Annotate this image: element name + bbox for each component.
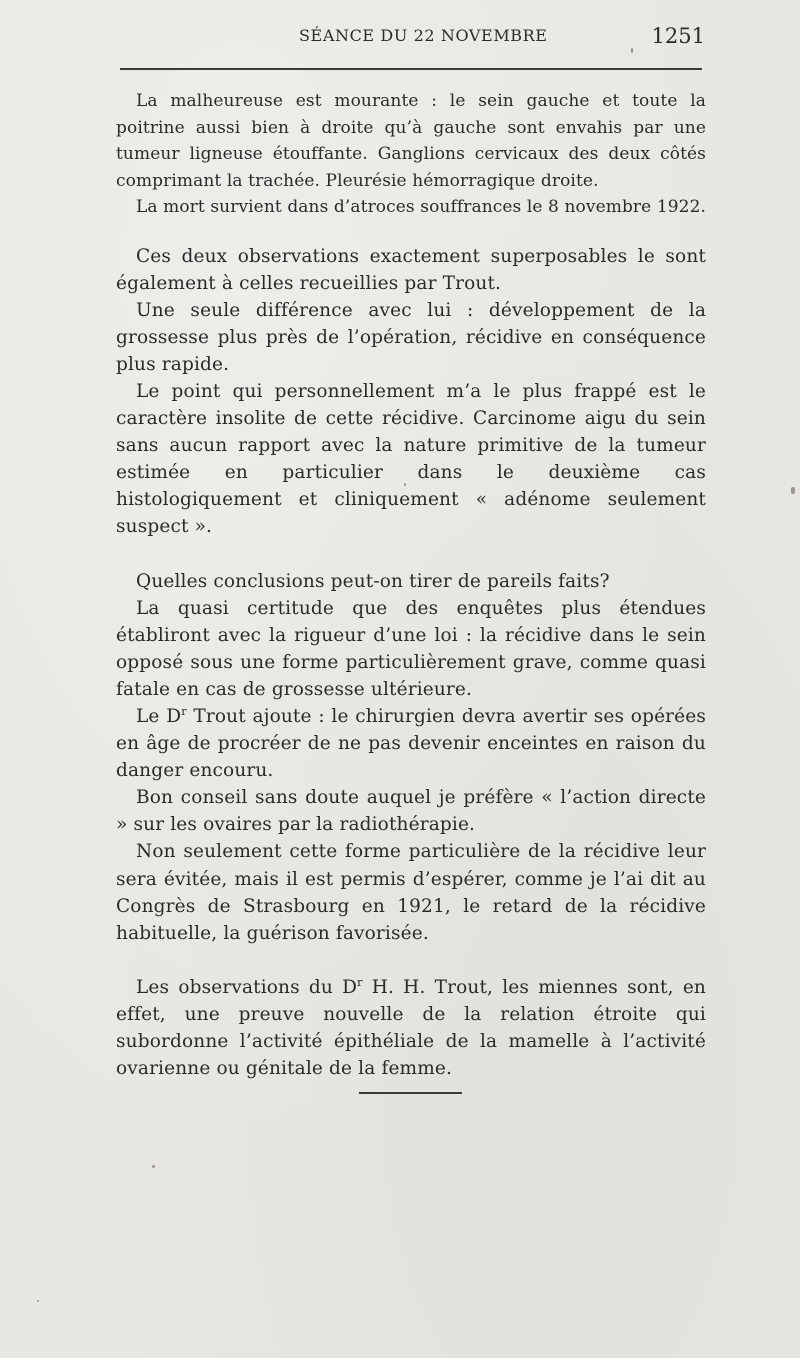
superscript: r (357, 975, 363, 989)
paragraph-bon-conseil: Bon conseil sans doute auquel je préfère « l’action directe » sur les ovaires par la radiothérapie. (116, 787, 706, 836)
paragraph-mort: La mort survient dans d’atroces souffrances le 8 novembre 1922. (136, 197, 706, 217)
paragraph-non-seulement: Non seulement cette forme particulière de la récidive leur sera évitée, mais il est permis d’espérer, comme je l’ai dit au Congrès de Strasbourg en 1921, le retard de la récidive habituelle, la guérison favorisée. (116, 841, 706, 944)
paragraph-observations: Ces deux observations exactement superposables le sont également à celles recueillies par Trout. (116, 245, 706, 294)
paper-speck (404, 483, 406, 486)
paragraph-gap (116, 221, 706, 243)
running-head (117, 24, 705, 54)
paragraph-certitude: La quasi certitude que des enquêtes plus étendues établiront avec la rigueur d’une loi : la récidive dans le sein opposé sous une forme particulièrement grave, comme quasi fatale en cas de grossesse ultérieure. (116, 597, 706, 700)
end-rule (359, 1092, 462, 1094)
header-rule (120, 68, 702, 70)
paragraph-gap (116, 541, 706, 568)
text-run: Les observations du D (136, 976, 358, 998)
paper-speck (631, 48, 633, 53)
paragraph-mourante: La malheureuse est mourante : le sein gauche et toute la poitrine aussi bien à droite qu’à gauche sont envahis par une tumeur ligneuse étouffante. Ganglions cervicaux des deux côtés comprimant la trachée. Pleurésie hémorragique droite. (116, 91, 706, 191)
running-title: SÉANCE DU 22 NOVEMBRE (299, 26, 548, 45)
paragraph-conclusions: Quelles conclusions peut-on tirer de pareils faits? (136, 570, 610, 592)
superscript: r (181, 704, 187, 718)
paper-speck (791, 487, 795, 494)
paragraph-point: Le point qui personnellement m’a le plus frappé est le caractère insolite de cette récidive. Carcinome aigu du sein sans aucun rapport avec la nature primitive de la tumeur estimée en particulier dans le deuxième cas histologiquement et cliniquement « adénome seulement suspect ». (116, 380, 706, 538)
paper-speck (37, 1300, 39, 1302)
paragraph-difference: Une seule différence avec lui : développement de la grossesse plus près de l’opération, récidive en conséquence plus rapide. (116, 299, 706, 375)
paper-speck (152, 1165, 155, 1168)
text-run: Trout ajoute : le chirurgien devra avertir ses opérées en âge de procréer de ne pas devenir enceintes en raison du danger encouru. (116, 706, 707, 782)
body-text (116, 88, 706, 1082)
paragraph-final (116, 974, 706, 1082)
paragraph-gap (116, 947, 706, 974)
text-run: Le D (136, 706, 182, 727)
page-number: 1251 (651, 24, 705, 48)
text-run: H. H. Trout, les miennes sont, en effet, une preuve nouvelle de la relation étroite qui subordonne l’activité épithéliale de la mamelle à l’activité ovarienne ou génitale de la femme. (116, 976, 706, 1080)
paragraph-trout-ajoute (116, 703, 706, 784)
